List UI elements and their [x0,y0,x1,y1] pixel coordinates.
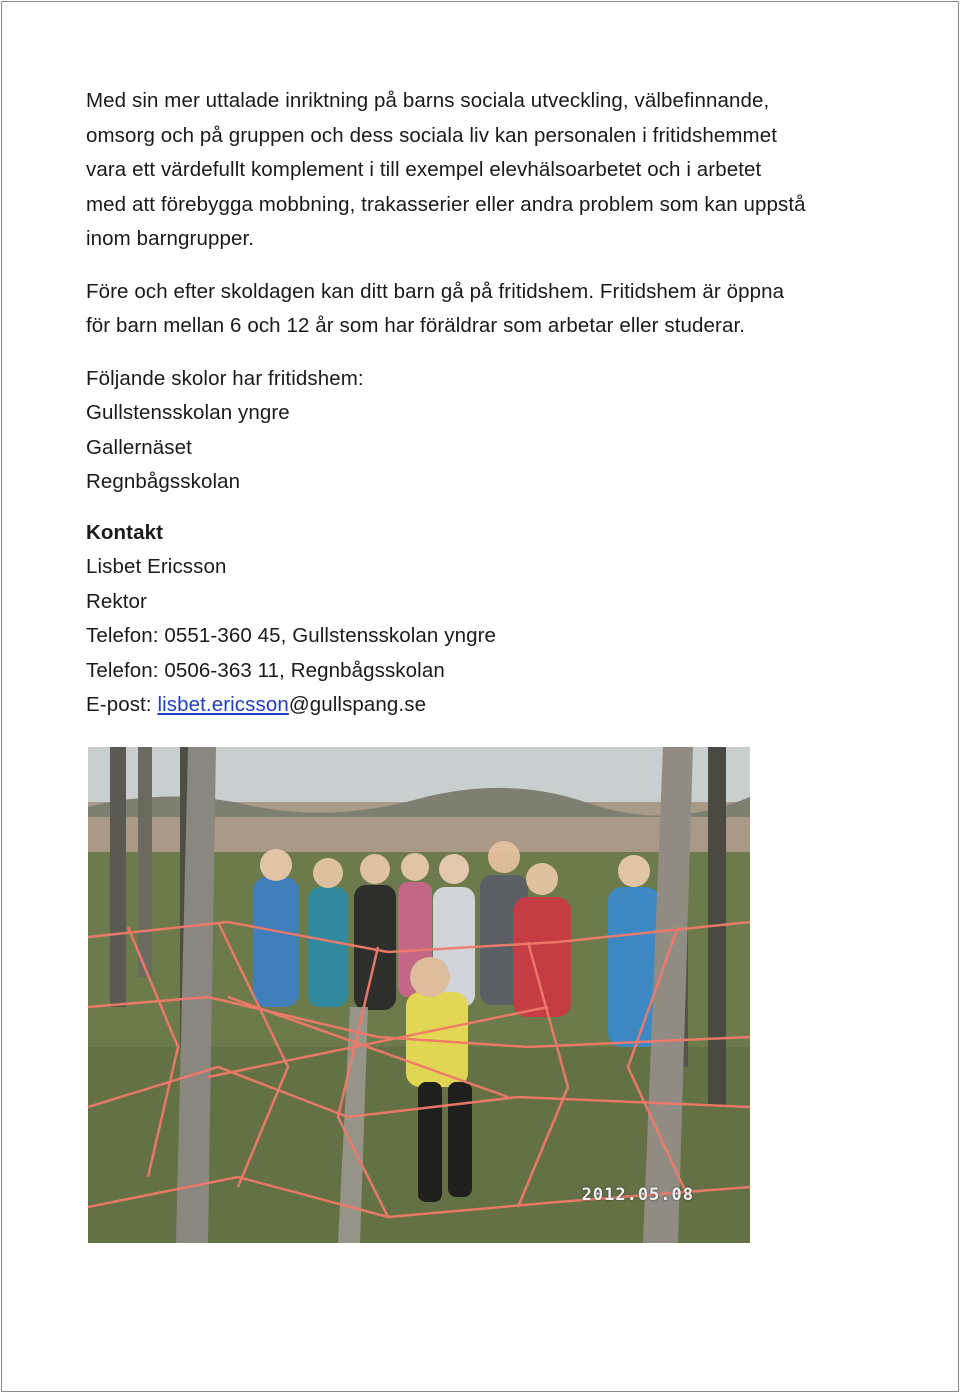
text-line: för barn mellan 6 och 12 år som har föräldrar som arbetar eller studerar. [86,314,746,337]
email-prefix: E-post: [86,693,158,716]
contact-phone-2: Telefon: 0506-363 11, Regnbågsskolan [86,658,445,682]
schools-list [86,362,886,500]
school-item: Gallernäset [86,435,192,459]
text-line: Före och efter skoldagen kan ditt barn gå på fritidshem. Fritidshem är öppna [86,279,785,303]
intro-paragraph [86,84,886,257]
text-line: omsorg och på gruppen och dess sociala liv kan personalen i fritidshemmet [86,123,777,147]
document-page [1,1,959,1392]
photo-datestamp: 2012.05.08 [581,1185,694,1205]
photo-illustration [88,747,750,1243]
contact-email [86,688,886,723]
contact-role: Rektor [86,589,147,613]
email-suffix: @gullspang.se [288,693,427,716]
schools-intro: Följande skolor har fritidshem: [86,366,364,390]
contact-heading: Kontakt [86,520,164,544]
hours-paragraph [86,275,886,344]
text-line: vara ett värdefullt komplement i till exempel elevhälsoarbetet och i arbetet [86,158,762,181]
text-line: Med sin mer uttalade inriktning på barns sociala utveckling, välbefinnande, [86,89,770,112]
email-link[interactable]: lisbet.ericsson [157,693,289,716]
text-line: inom barngrupper. [86,227,255,250]
text-line: med att förebygga mobbning, trakasserier eller andra problem som kan uppstå [86,192,806,216]
children-outdoor-photo [88,747,750,1243]
contact-phone-1: Telefon: 0551-360 45, Gullstensskolan yngre [86,624,497,647]
photo-tree-trunk [110,747,126,1007]
school-item: Gullstensskolan yngre [86,401,290,424]
contact-name: Lisbet Ericsson [86,555,227,578]
photo-tree-trunk [138,747,152,977]
school-item: Regnbågsskolan [86,470,241,493]
contact-block [86,516,886,723]
document-body [86,84,886,723]
